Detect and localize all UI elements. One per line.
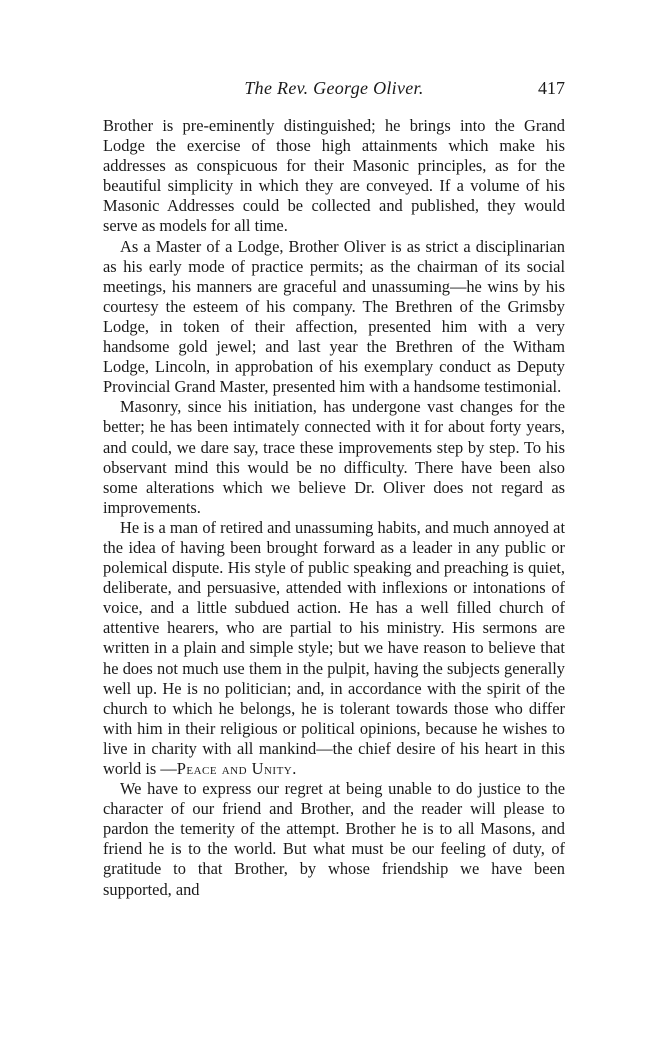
running-title: The Rev. George Oliver.: [244, 78, 424, 98]
paragraph-closing: We have to express our regret at being unable to do justice to the character of our friend and Brother, and the reader will please to pardon the temerity of the attempt. Brother he is to all Masons, and friend he is to the world. But what must be our feeling of duty, of gratitude to that Brother, by whose friendship we have been supported, and: [103, 779, 565, 899]
paragraph-continued: Brother is pre-eminently distinguished; he brings into the Grand Lodge the exercise of those high attainments which make his addresses as conspicuous for their Masonic principles, as for the beautiful simplicity in which they are conveyed. If a volume of his Masonic Addresses could be collected and published, they would serve as models for all time.: [103, 116, 565, 236]
paragraph-character: [103, 518, 565, 779]
paragraph-masonry-changes: Masonry, since his initiation, has undergone vast changes for the better; he has been intimately connected with it for about forty years, and could, we dare say, trace these improvements step by step. To his observant mind this would be no difficulty. There have been also some alterations which we believe Dr. Oliver does not regard as improvements.: [103, 397, 565, 517]
paragraph-master-of-lodge: As a Master of a Lodge, Brother Oliver is as strict a disciplinarian as his early mode of practice permits; as the chairman of its social meetings, his manners are graceful and unassuming—he wins by his courtesy the esteem of his company. The Brethren of the Grimsby Lodge, in token of their affection, presented him with a very handsome gold jewel; and last year the Brethren of the Witham Lodge, Lincoln, in approbation of his exemplary conduct as Deputy Provincial Grand Master, presented him with a handsome testimonial.: [103, 236, 565, 397]
paragraph-character-text: He is a man of retired and unassuming habits, and much annoyed at the idea of having been brought forward as a leader in any public or polemical dispute. His style of public speaking and preaching is quiet, deliberate, and persuasive, attended with inflexions or intonations of voice, and a little subdued action. He has a well filled church of attentive hearers, who are partial to his ministry. His sermons are written in a plain and simple style; but we have reason to believe that he does not much use them in the pulpit, having the subjects generally well up. He is no politician; and, in accordance with the spirit of the church to which he belongs, he is tolerant towards those who differ with him in their religious or political opinions, because he wishes to live in charity with all mankind—the chief desire of his heart in this world is —: [103, 517, 565, 778]
book-page: [103, 78, 565, 900]
page-number: 417: [538, 78, 565, 98]
peace-and-unity-phrase: Peace and Unity.: [176, 759, 297, 778]
running-head: [103, 78, 565, 106]
body-text: [103, 116, 565, 900]
